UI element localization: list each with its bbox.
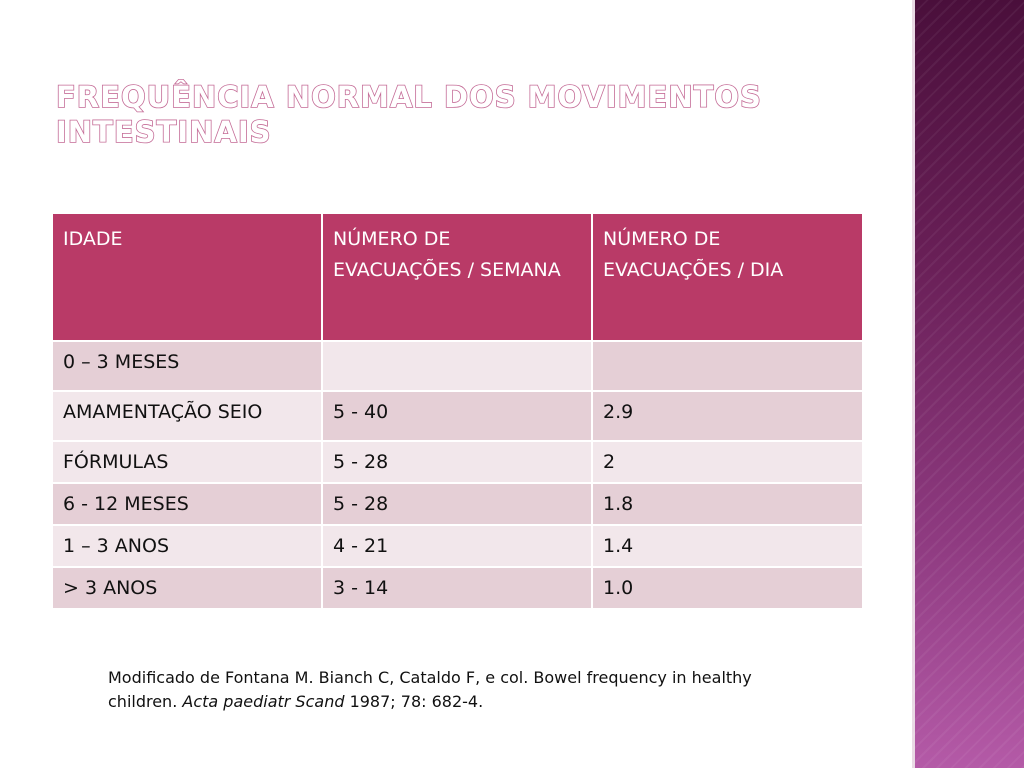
table-header-row bbox=[52, 213, 863, 341]
cell-dia bbox=[592, 341, 863, 391]
cell-semana: 5 - 28 bbox=[322, 441, 592, 483]
cell-idade: 0 – 3 MESES bbox=[52, 341, 322, 391]
header-evacuacoes-semana: NÚMERO DE EVACUAÇÕES / SEMANA bbox=[322, 213, 592, 341]
table-row bbox=[52, 567, 863, 609]
cell-semana: 4 - 21 bbox=[322, 525, 592, 567]
table-row bbox=[52, 483, 863, 525]
cell-idade: 1 – 3 ANOS bbox=[52, 525, 322, 567]
cell-dia: 2 bbox=[592, 441, 863, 483]
cell-dia: 1.4 bbox=[592, 525, 863, 567]
slide-title: FREQUÊNCIA NORMAL DOS MOVIMENTOS INTESTINAIS bbox=[56, 80, 762, 149]
header-evacuacoes-dia: NÚMERO DE EVACUAÇÕES / DIA bbox=[592, 213, 863, 341]
decorative-side-band bbox=[912, 0, 1024, 768]
side-band-pattern bbox=[912, 0, 1024, 768]
table-row bbox=[52, 525, 863, 567]
cell-semana: 5 - 40 bbox=[322, 391, 592, 441]
citation bbox=[108, 666, 788, 714]
citation-text: Modificado de Fontana M. Bianch C, Cataldo F, e col. Bowel frequency in healthy children. bbox=[108, 668, 752, 711]
cell-dia: 1.0 bbox=[592, 567, 863, 609]
cell-dia: 1.8 bbox=[592, 483, 863, 525]
cell-idade: > 3 ANOS bbox=[52, 567, 322, 609]
header-idade: IDADE bbox=[52, 213, 322, 341]
table-row bbox=[52, 441, 863, 483]
cell-semana bbox=[322, 341, 592, 391]
cell-dia: 2.9 bbox=[592, 391, 863, 441]
table-row bbox=[52, 391, 863, 441]
cell-idade: FÓRMULAS bbox=[52, 441, 322, 483]
table-row bbox=[52, 341, 863, 391]
cell-semana: 5 - 28 bbox=[322, 483, 592, 525]
bowel-frequency-table bbox=[51, 212, 864, 610]
cell-idade: 6 - 12 MESES bbox=[52, 483, 322, 525]
cell-semana: 3 - 14 bbox=[322, 567, 592, 609]
citation-reference: 1987; 78: 682-4. bbox=[344, 692, 484, 711]
cell-idade: AMAMENTAÇÃO SEIO bbox=[52, 391, 322, 441]
citation-journal: Acta paediatr Scand bbox=[182, 692, 345, 711]
